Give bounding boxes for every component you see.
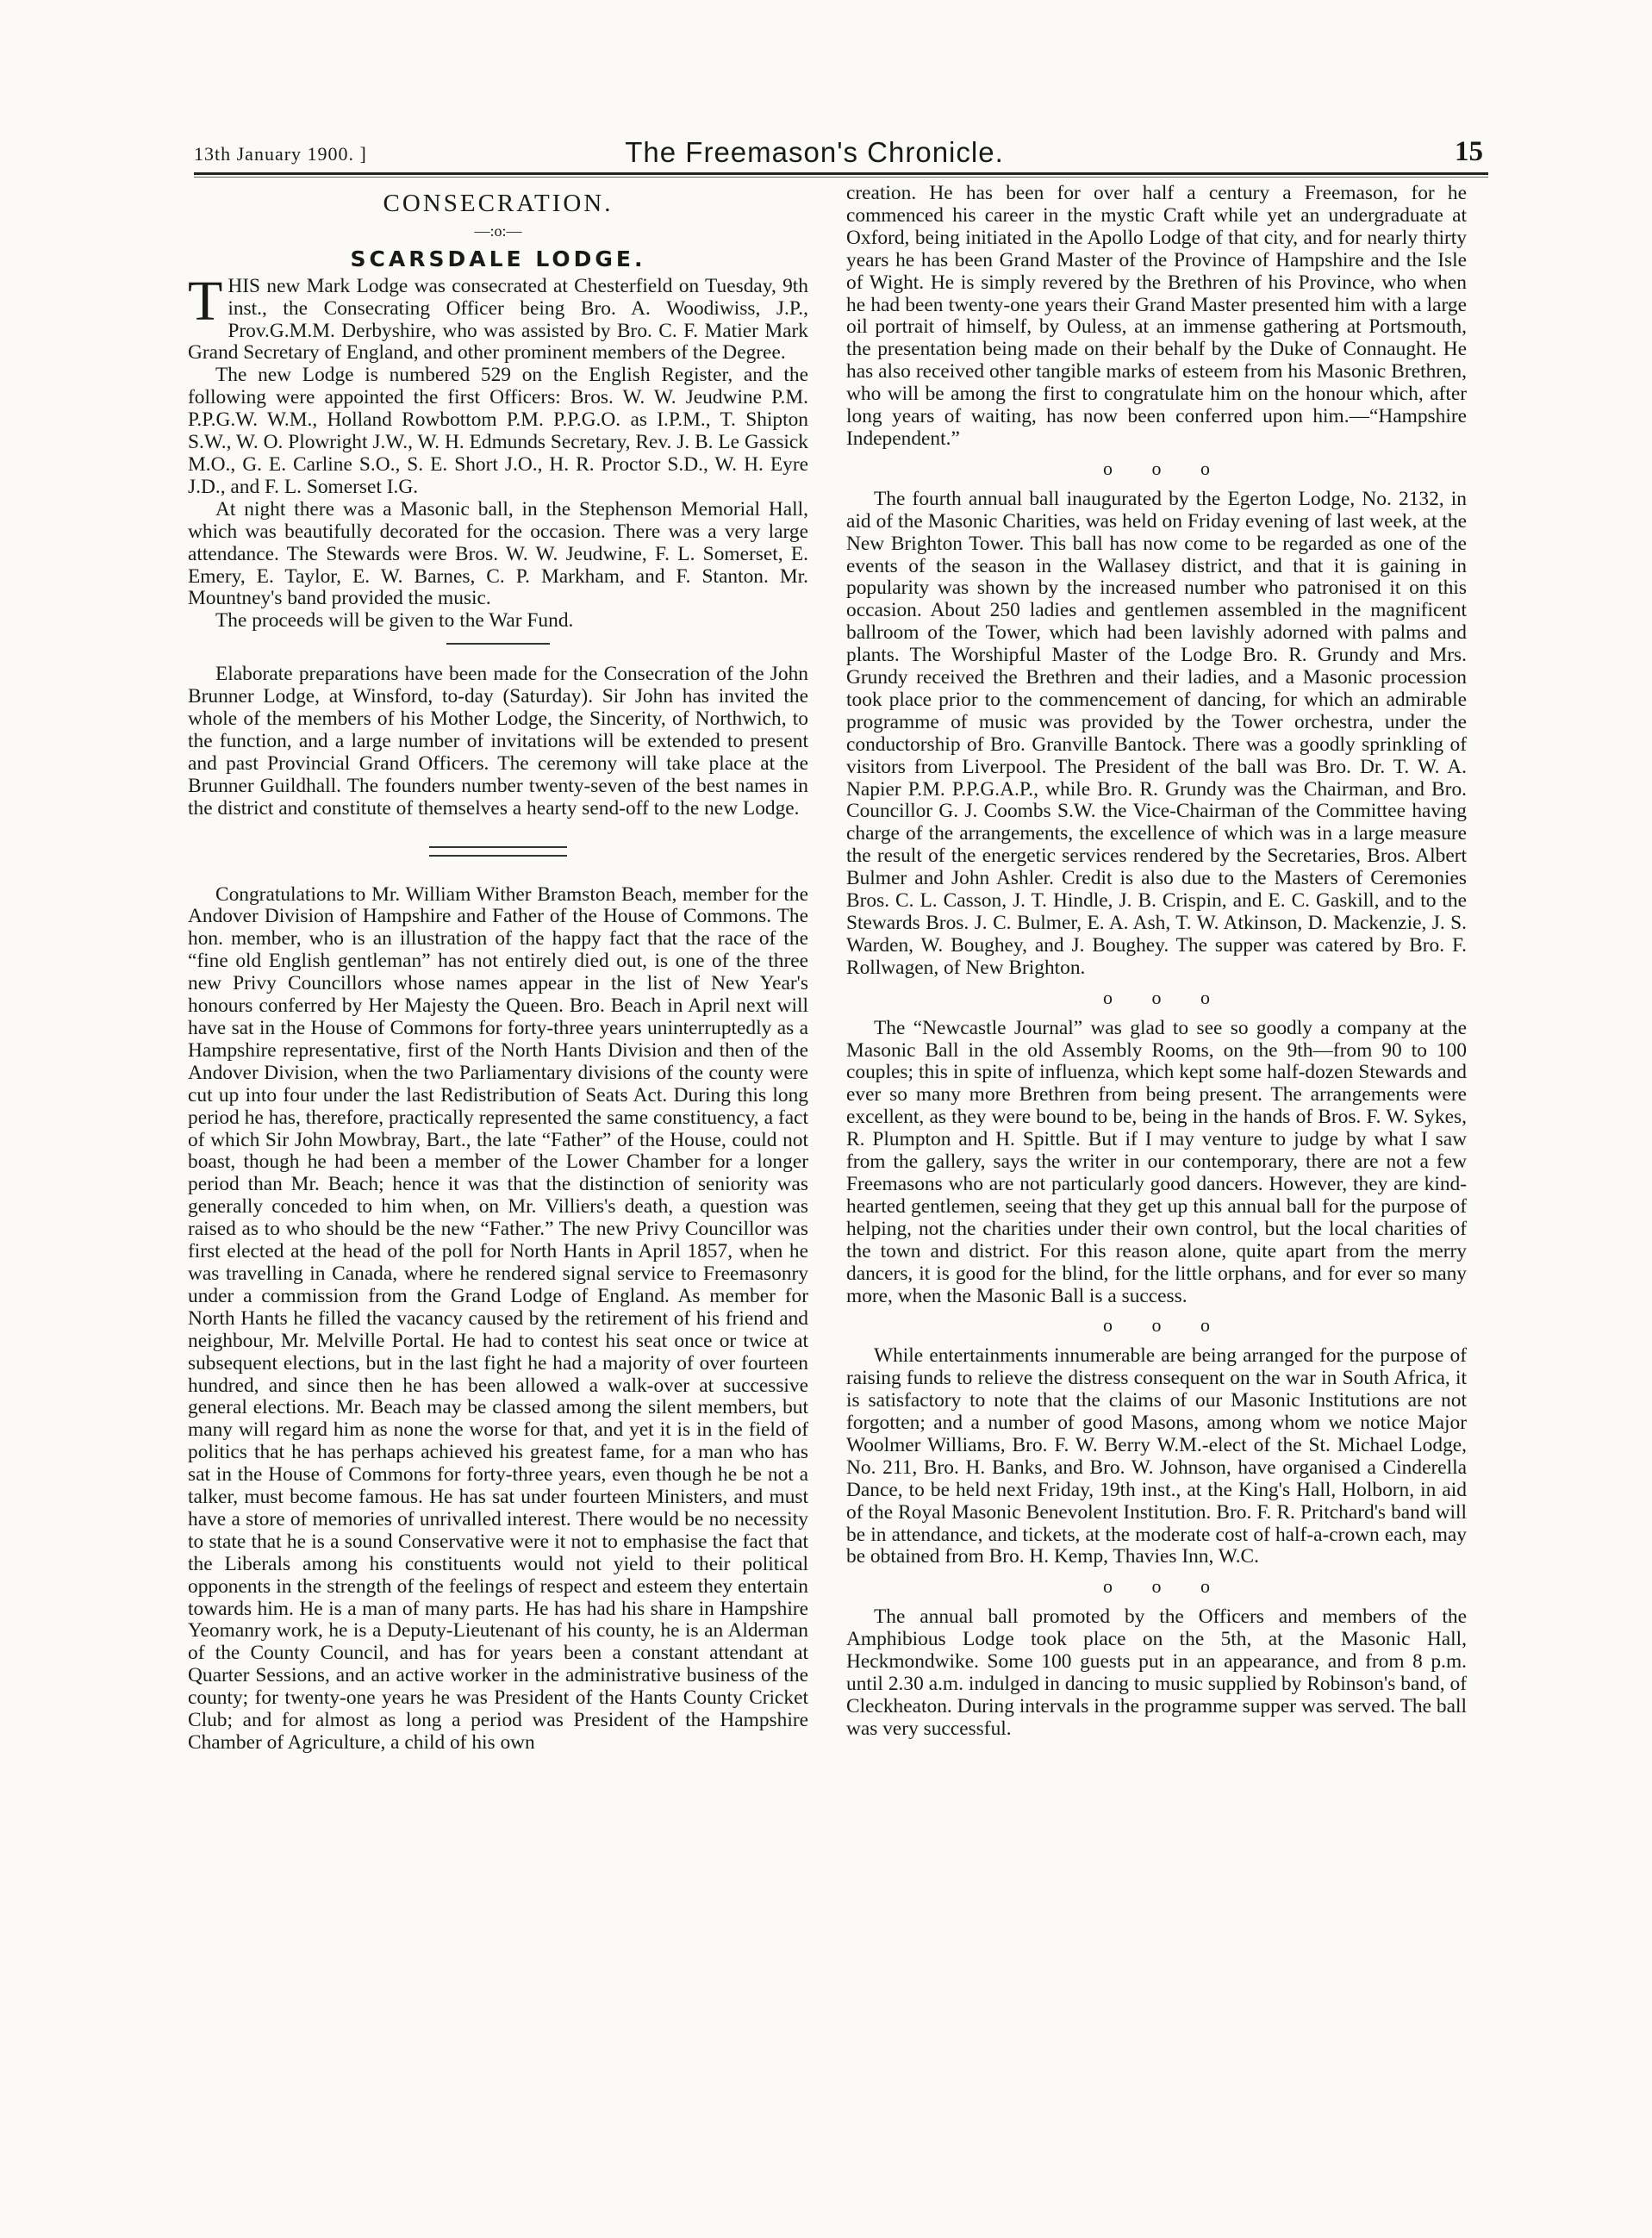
section-dots: o o o <box>1103 986 1210 1008</box>
article-paragraph: Elaborate preparations have been made for the Consecration of the John Brunner Lodge, at Winsford, to-day (Saturday). Sir John has invited the whole of the members of his Mother Lodge, the Sincerity, of Northwich, to the function, and a large number of invitations will be extended to present and past Provincial Grand Officers. The ceremony will take place at the Brunner Guildhall. The founders number twenty-seven of the best names in the district and constitute of themselves a hearty send-off to the new Lodge. <box>188 663 808 820</box>
article-paragraph: While entertainments innumerable are being arranged for the purpose of raising funds to relieve the distress consequent on the war in South Africa, it is satisfactory to note that the claims of our Masonic Institutions are not forgotten; and a number of good Masons, among whom we notice Major Woolmer Williams, Bro. F. W. Berry W.M.-elect of the St. Michael Lodge, No. 211, Bro. H. Banks, and Bro. W. Johnson, have organised a Cinderella Dance, to be held next Friday, 19th inst., at the King's Hall, Holborn, in aid of the Royal Masonic Benevolent Institution. Bro. F. R. Pritchard's band will be in attendance, and tickets, at the moderate cost of half-a-crown each, may be obtained from Bro. H. Kemp, Thavies Inn, W.C. <box>846 1344 1467 1568</box>
header-rule-thin <box>194 177 1488 178</box>
ornamental-divider <box>429 846 567 857</box>
article-paragraph: The new Lodge is numbered 529 on the English Register, and the following were appointed the first Officers: Bros. W. W. Jeudwine P.M. P.P.G.W. W.M., Holland Rowbottom P.M. P.P.G.O. as I.P.M., T. Shipton S.W., W. O. Plowright J.W., W. H. Edmunds Secretary, Rev. J. B. Le Gassick M.O., G. E. Carline S.O., S. E. Short J.O., H. R. Proctor S.D., W. H. Eyre J.D., and F. L. Somerset I.G. <box>188 364 808 498</box>
article-paragraph: The fourth annual ball inaugurated by the Egerton Lodge, No. 2132, in aid of the Masonic Charities, was held on Friday evening of last week, at the New Brighton Tower. This ball has now come to be regarded as one of the events of the season in the Wallasey district, and that it is gaining in popularity was shown by the increased number who patronised it on this occasion. About 250 ladies and gentlemen assembled in the magnificent ballroom of the Tower, which had been lavishly adorned with palms and plants. The Worshipful Master of the Lodge Bro. R. Grundy and Mrs. Grundy received the Brethren and their ladies, and a Masonic procession took place prior to the commencement of dancing, for which an admirable programme of music was provided by the Tower orchestra, under the conductorship of Bro. Granville Bantock. There was a goodly sprinkling of visitors from Liverpool. The President of the ball was Bro. Dr. T. W. A. Napier P.M. P.P.G.A.P., while Bro. R. Grundy was the Chairman, and Bro. Councillor G. J. Coombs S.W. the Vice-Chairman of the Committee having charge of the arrangements, the excellence of which was in a large measure the result of the energetic services rendered by the Secretaries, Bros. Albert Bulmer and John Ashler. Credit is also due to the Masters of Ceremonies Bros. C. L. Casson, J. T. Hindle, J. B. Crispin, and E. C. Gaskill, and to the Stewards Bros. J. C. Bulmer, E. A. Ash, T. W. Atkinson, D. Mackenzie, J. S. Warden, W. Boughey, and J. Boughey. The supper was catered by Bro. F. Rollwagen, of New Brighton. <box>846 487 1467 979</box>
section-dots: o o o <box>1103 1575 1210 1598</box>
article-paragraph: The proceeds will be given to the War Fund. <box>215 609 574 633</box>
header-rule <box>194 172 1488 175</box>
issue-date: 13th January 1900. ] <box>194 143 367 165</box>
title-separator: —:o:— <box>474 221 522 240</box>
section-title: CONSECRATION. <box>383 190 614 217</box>
article-paragraph: The annual ball promoted by the Officers and members of the Amphibious Lodge took place on the 5th, at the Masonic Hall, Heckmondwike. Some 100 guests put in an appearance, and from 8 p.m. until 2.30 a.m. indulged in dancing to music supplied by Robinson's band, of Cleckheaton. During intervals in the programme supper was served. The ball was very successful. <box>846 1605 1467 1740</box>
article-paragraph: THIS new Mark Lodge was consecrated at Chesterfield on Tuesday, 9th inst., the Consecrating Officer being Bro. A. Woodiwiss, J.P., Prov.G.M.M. Derbyshire, who was assisted by Bro. C. F. Matier Mark Grand Secretary of England, and other prominent members of the Degree. <box>188 269 808 365</box>
page-number: 15 <box>1455 136 1483 167</box>
article-paragraph: Congratulations to Mr. William Wither Bramston Beach, member for the Andover Division of Hampshire and Father of the House of Commons. The hon. member, who is an illustration of the happy fact that the race of the “fine old English gentleman” has not entirely died out, is one of the three new Privy Councillors whose names appear in the list of New Year's honours conferred by Her Majesty the Queen. Bro. Beach in April next will have sat in the House of Commons for forty-three years uninterruptedly as a Hampshire representative, first of the North Hants Division and then of the Andover Division, when the two Parliamentary divisions of the county were cut up into four under the last Redistribution of Seats Act. During this long period he has, therefore, practically represented the same constituency, a fact of which Sir John Mowbray, Bart., the late “Father” of the House, could not boast, though he had been a member of the Lower Chamber for a longer period than Mr. Beach; hence it was that the distinction of seniority was generally conceded to him when, on Mr. Villiers's death, a question was raised as to who should be the new “Father.” The new Privy Councillor was first elected at the head of the poll for North Hants in April 1857, when he was travelling in Canada, where he rendered signal service to Freemasonry under a commission from the Grand Lodge of England. As member for North Hants he filled the vacancy caused by the retirement of his friend and neighbour, Mr. Melville Portal. He had to contest his seat once or twice at subsequent elections, but in the last fight he had a majority of over fourteen hundred, and since then he has been allowed a walk-over at successive general elections. Mr. Beach may be classed among the silent members, but many will regard him as none the worse for that, and yet it is in the field of politics that he has perhaps achieved his greatest fame, for a man who has sat in the House of Commons for forty-three years, even though he be not a talker, must become famous. He has sat under fourteen Ministers, and must have a store of memories of unrivalled interest. There would be no necessity to state that he is a sound Conservative were it not to emphasise the fact that the Liberals among his constituents would not yield to their political opponents in the strength of the feelings of respect and esteem they entertain towards him. He is a man of many parts. He has had his share in Hampshire Yeomanry work, he is a Deputy-Lieutenant of his county, he is an Alderman of the County Council, and has for years been a constant attendant at Quarter Sessions, and an active worker in the administrative business of the county; for twenty-one years he was President of the Hants County Cricket Club; and for almost as long a period was President of the Hampshire Chamber of Agriculture, a child of his own <box>188 882 808 1754</box>
article-paragraph: The “Newcastle Journal” was glad to see so goodly a company at the Masonic Ball in the old Assembly Rooms, on the 9th—from 90 to 100 couples; this in spite of influenza, which kept some half-dozen Stewards and ever so many more Brethren from being present. The arrangements were excellent, as they were bound to be, being in the hands of Bros. F. W. Sykes, R. Plumpton and H. Spittle. But if I may venture to judge by what I saw from the gallery, says the writer in our contemporary, there are not a few Freemasons who are not particularly good dancers. However, they are kind-hearted gentlemen, seeing that they get up this annual ball for the purpose of helping, not the charities under their own control, but the local charities of the town and district. For this reason alone, quite apart from the merry dancers, it is good for the blind, for the little orphans, and for ever so many more, when the Masonic Ball is a success. <box>846 1016 1467 1307</box>
page-header <box>194 136 1488 171</box>
drop-cap: T <box>188 269 223 333</box>
publication-title: The Freemason's Chronicle. <box>625 136 1004 168</box>
lodge-subtitle: SCARSDALE LODGE. <box>350 246 646 271</box>
section-divider <box>446 643 550 645</box>
section-dots: o o o <box>1103 457 1210 479</box>
section-dots: o o o <box>1103 1314 1210 1337</box>
article-paragraph: At night there was a Masonic ball, in the Stephenson Memorial Hall, which was beautifully decorated for the occasion. There was a very large attendance. The Stewards were Bros. W. W. Jeudwine, F. L. Somerset, E. Emery, E. Taylor, E. W. Barnes, C. P. Markham, and F. Stanton. Mr. Mountney's band provided the music. <box>188 497 808 610</box>
right-column <box>846 183 1467 1741</box>
left-column <box>188 183 808 1755</box>
article-paragraph: creation. He has been for over half a century a Freemason, for he commenced his career in the mystic Craft while yet an undergraduate at Oxford, being initiated in the Apollo Lodge of that city, and for nearly thirty years he has been Grand Master of the Province of Hampshire and the Isle of Wight. He is simply revered by the Brethren of his Province, who when he had been twenty-one years their Grand Master presented him with a large oil portrait of himself, by Ouless, at an immense gathering at Portsmouth, the presentation being made on their behalf by the Duke of Connaught. He has also received other tangible marks of esteem from his Masonic Brethren, who will be among the first to congratulate him on the honour which, after long years of waiting, has now been conferred upon him.—“Hampshire Independent.” <box>846 182 1467 450</box>
